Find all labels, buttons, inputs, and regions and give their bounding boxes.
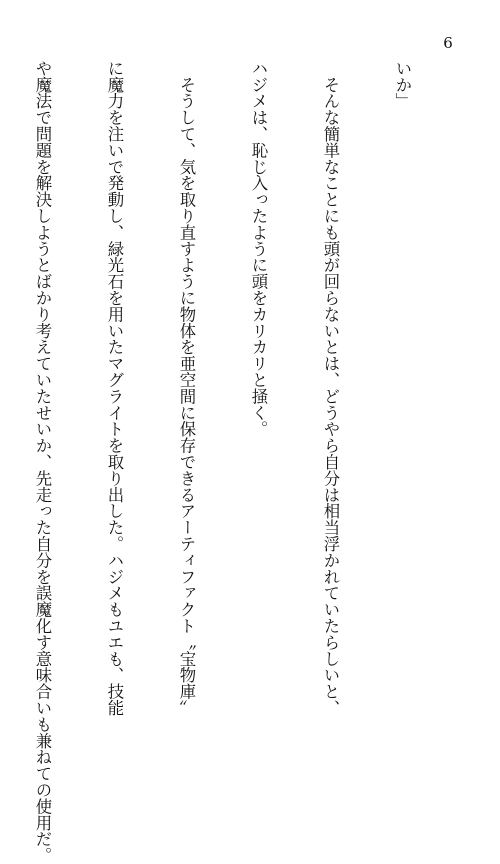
page-number: 6	[443, 34, 453, 52]
body-text	[0, 60, 462, 864]
text-line: ハジメは、恥じ入ったように頭をカリカリと掻く。	[249, 60, 268, 438]
text-line: に魔力を注いで発動し、緑光石を用いたマグライトを取り出した。ハジメもユエも、技能	[105, 60, 124, 716]
text-line: そんな簡単なことにも頭が回らないとは、どうやら自分は相当浮かれていたらしいと、	[321, 60, 340, 716]
text-line: そうして、気を取り直すように物体を亜空間に保存できるアーティファクト〝宝物庫〟	[177, 60, 196, 716]
text-line: や魔法で問題を解決しようとばかり考えていたせいか、先走った自分を誤魔化す意味合いも兼ねての使用だ。	[33, 60, 52, 864]
text-line: いか」	[393, 60, 412, 110]
